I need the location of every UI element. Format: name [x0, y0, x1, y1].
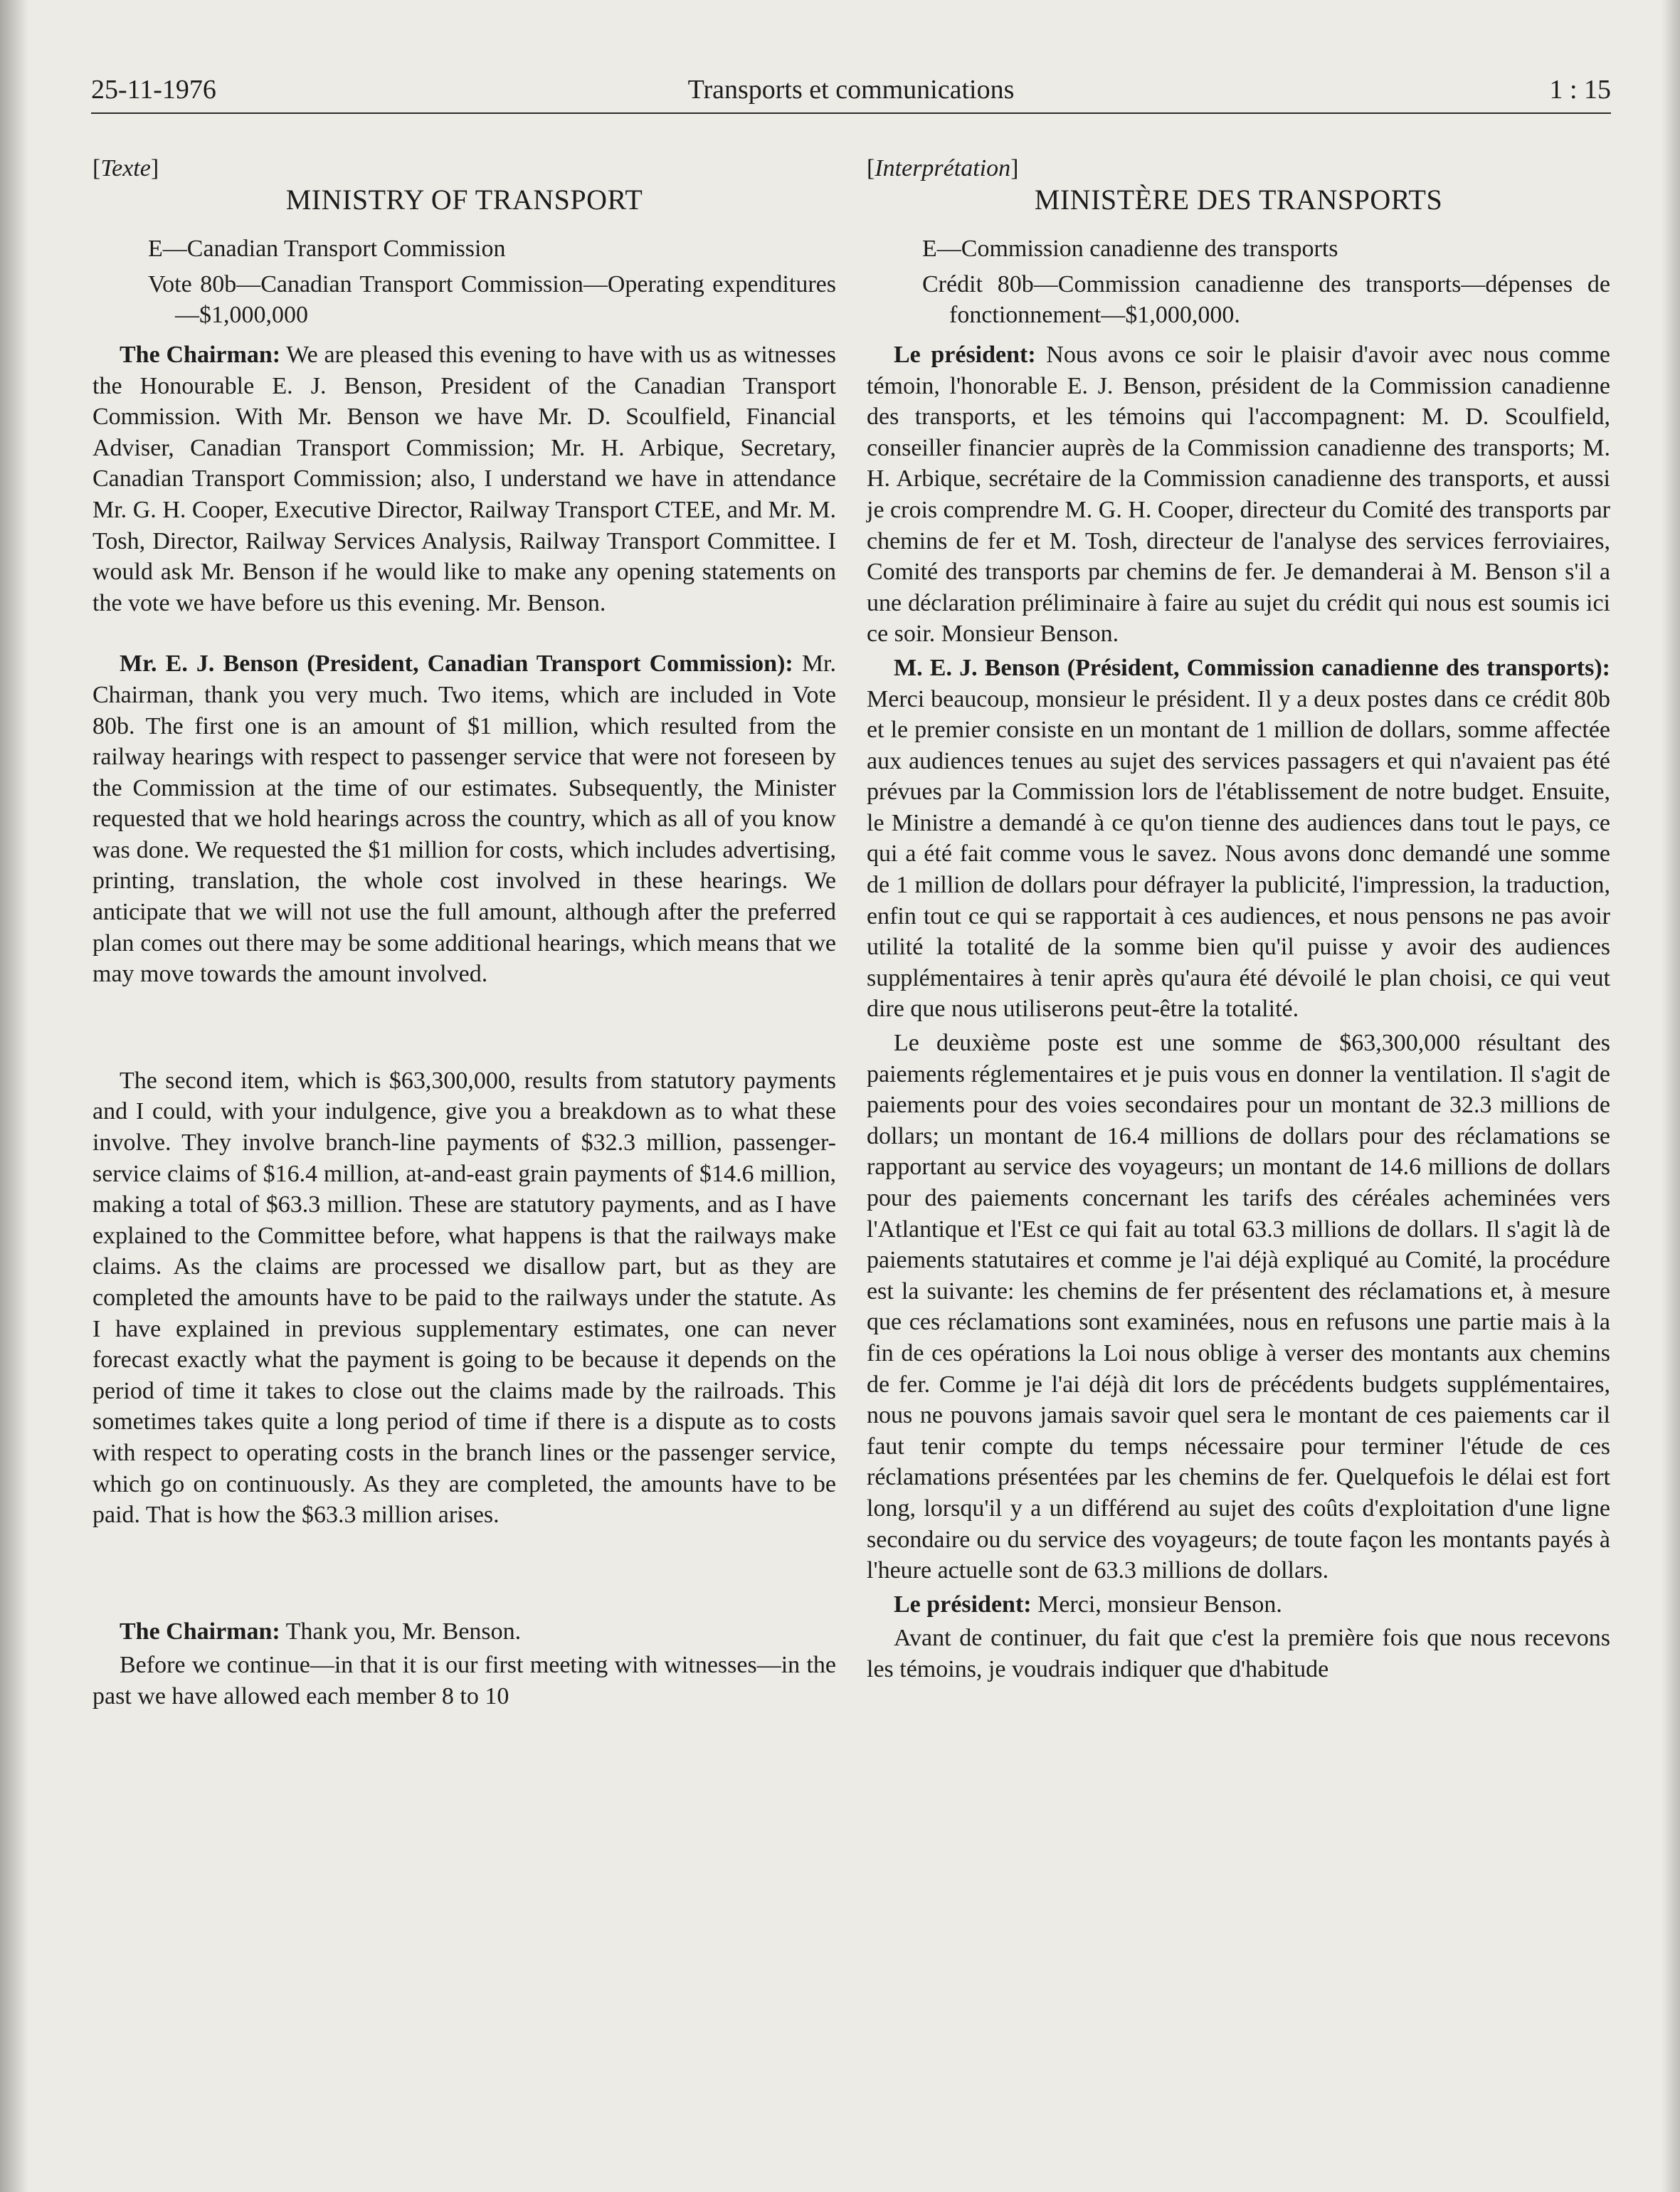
text-tag: [Texte]: [93, 155, 159, 181]
header-page-number: 1 : 15: [1549, 75, 1611, 105]
speaker-label: Le président:: [894, 341, 1036, 368]
english-column: [93, 153, 836, 1712]
president-opening-paragraph: Le président: Nous avons ce soir le plaisir d'avoir avec nous comme témoin, l'honorable E. J. Benson, président de la Commission canadienne des transports, et les témoins qui l'accompagnent: M. D. Scoulfield, conseiller financier auprès de la Commission canadienne des transports; M. H. Arbique, secrétaire de la Commission canadienne des transports, et aussi je crois comprendre M. G. H. Cooper, directeur du Comité des transports par chemins de fer et M. Tosh, directeur de l'analyse des services ferroviaires, Comité des transports par chemins de fer. Je demanderai à M. Benson s'il a une déclaration préliminaire à faire au sujet du crédit qui nous est soumis ici ce soir. Monsieur Benson.: [867, 341, 1610, 648]
commission-subheading: E—Canadian Transport Commission: [148, 236, 506, 263]
ministry-heading: MINISTRY OF TRANSPORT: [285, 183, 643, 216]
benson-paragraph: Mr. E. J. Benson (President, Canadian Transport Commission): Mr. Chairman, thank you very much. Two items, which are included in Vote 80b. The first one is an amount of $1 million, which resulted from the railway hearings with respect to passenger service that were not foreseen by the Commission at the time of our estimates. Subsequently, the Minister requested that we hold hearings across the country, which as all of you know was done. We requested the $1 million for costs, which includes advertising, printing, translation, the whole cost involved in these hearings. We anticipate that we will not use the full amount, although after the preferred plan comes out there may be some additional hearings, which means that we may move towards the amount involved.: [93, 650, 836, 988]
speaker-label: The Chairman:: [120, 341, 281, 368]
speaker-label: The Chairman:: [120, 1618, 280, 1645]
interpretation-tag: [Interprétation]: [867, 155, 1019, 181]
ministere-heading: MINISTÈRE DES TRANSPORTS: [1034, 183, 1443, 216]
credit-line: Crédit 80b—Commission canadienne des transports—dépenses de fonctionnement—$1,000,000.: [922, 270, 1610, 329]
page-header: [91, 68, 1611, 114]
chairman-thanks-paragraph: The Chairman: Thank you, Mr. Benson.: [120, 1618, 522, 1645]
chairman-opening-paragraph: The Chairman: We are pleased this evening to have with us as witnesses the Honourable E. J. Benson, President of the Canadian Transport Commission. With Mr. Benson we have Mr. D. Scoulfield, Financial Adviser, Canadian Transport Commission; Mr. H. Arbique, Secretary, Canadian Transport Commission; also, I understand we have in attendance Mr. G. H. Cooper, Executive Director, Railway Transport CTEE, and Mr. M. Tosh, Director, Railway Services Analysis, Railway Transport Committee. I would ask Mr. Benson if he would like to make any opening statements on the vote we have before us this evening. Mr. Benson.: [93, 341, 836, 616]
header-title: Transports et communications: [687, 75, 1015, 105]
benson-paragraph-fr: M. E. J. Benson (Président, Commission canadienne des transports): Merci beaucoup, monsieur le président. Il y a deux postes dans ce crédit 80b et le premier consiste en un montant de 1 million de dollars, somme affectée aux audiences tenues au sujet des services passagers et qui n'avaient pas été prévues par la Commission lors de l'établissement de notre budget. Ensuite, le Ministre a demandé à ce qu'on tienne des audiences dans tout le pays, ce qui a été fait comme vous le savez. Nous avons donc demandé une somme de 1 million de dollars pour défrayer la publicité, l'impression, la traduction, enfin tout ce qui se rapportait à ces audiences, et nous pensons ne pas avoir utilité la totalité de la somme bien qu'il puisse y avoir des audiences supplémentaires à tenir après qu'aura été dévoilé le plan choisi, ce qui veut dire que nous utiliserons peut-être la totalité.: [867, 654, 1610, 1023]
vote-line: Vote 80b—Canadian Transport Commission—Operating expenditures—$1,000,000: [148, 270, 836, 329]
speaker-label: Mr. E. J. Benson (President, Canadian Transport Commission):: [120, 650, 793, 678]
president-thanks-paragraph: Le président: Merci, monsieur Benson.: [894, 1591, 1282, 1618]
deuxieme-poste-paragraph: Le deuxième poste est une somme de $63,300,000 résultant des paiements réglementaires et je puis vous en donner la ventilation. Il s'agit de paiements pour des voies secondaires pour un montant de 32.3 millions de dollars; un montant de 16.4 millions de dollars pour des réclamations se rapportant au service des voyageurs; un montant de 14.6 millions de dollars pour des paiements concernant les tarifs des céréales acheminées vers l'Atlantique et l'Est ce qui fait au total 63.3 millions de dollars. Il s'agit là de paiements statutaires et comme je l'ai déjà expliqué au Comité, la procédure est la suivante: les chemins de fer présentent des réclamations et, à mesure que ces réclamations sont examinées, nous en refusons une partie mais à la fin de ces opérations la Loi nous oblige à verser des montants aux chemins de fer. Comme je l'ai déjà dit lors de précédents budgets supplémentaires, nous ne pouvons jamais savoir quel sera le montant de ces paiements car il faut tenir compte du temps nécessaire pour terminer l'étude de ces réclamations présentées par les chemins de fer. Quelquefois le délai est fort long, lorsqu'il y a un différend au sujet des coûts d'exploitation d'une ligne secondaire ou du service des voyageurs; de toute façon les montants payés à l'heure actuelle sont de 63.3 millions de dollars.: [867, 1030, 1610, 1584]
header-date: 25-11-1976: [91, 75, 216, 105]
second-item-paragraph: The second item, which is $63,300,000, results from statutory payments and I could, with your indulgence, give you a breakdown as to what these involve. They involve branch-line payments of $32.3 million, passenger-service claims of $16.4 million, at-and-east grain payments of $14.6 million, making a total of $63.3 million. These are statutory payments, and as I have explained to the Committee before, what happens is that the railways make claims. As the claims are processed we disallow part, but as they are completed the amounts have to be paid to the railways under the statute. As I have explained in previous supplementary estimates, one can never forecast exactly what the payment is going to be because it depends on the period of time it takes to close out the claims made by the railroads. This sometimes takes quite a long period of time if there is a dispute as to costs with respect to operating costs in the branch lines or the passenger service, which go on continuously. As they are completed, the amounts have to be paid. That is how the $63.3 million arises.: [93, 1067, 836, 1529]
avant-de-continuer-paragraph: Avant de continuer, du fait que c'est la première fois que nous recevons les témoins, je voudrais indiquer que d'habitude: [867, 1625, 1610, 1682]
commission-subheading: E—Commission canadienne des transports: [922, 236, 1338, 263]
speaker-label: M. E. J. Benson (Président, Commission canadienne des transports):: [894, 654, 1610, 681]
before-continue-paragraph: Before we continue—in that it is our first meeting with witnesses—in the past we have allowed each member 8 to 10: [93, 1652, 836, 1709]
speaker-label: Le président:: [894, 1591, 1032, 1618]
french-column: [867, 153, 1610, 1685]
